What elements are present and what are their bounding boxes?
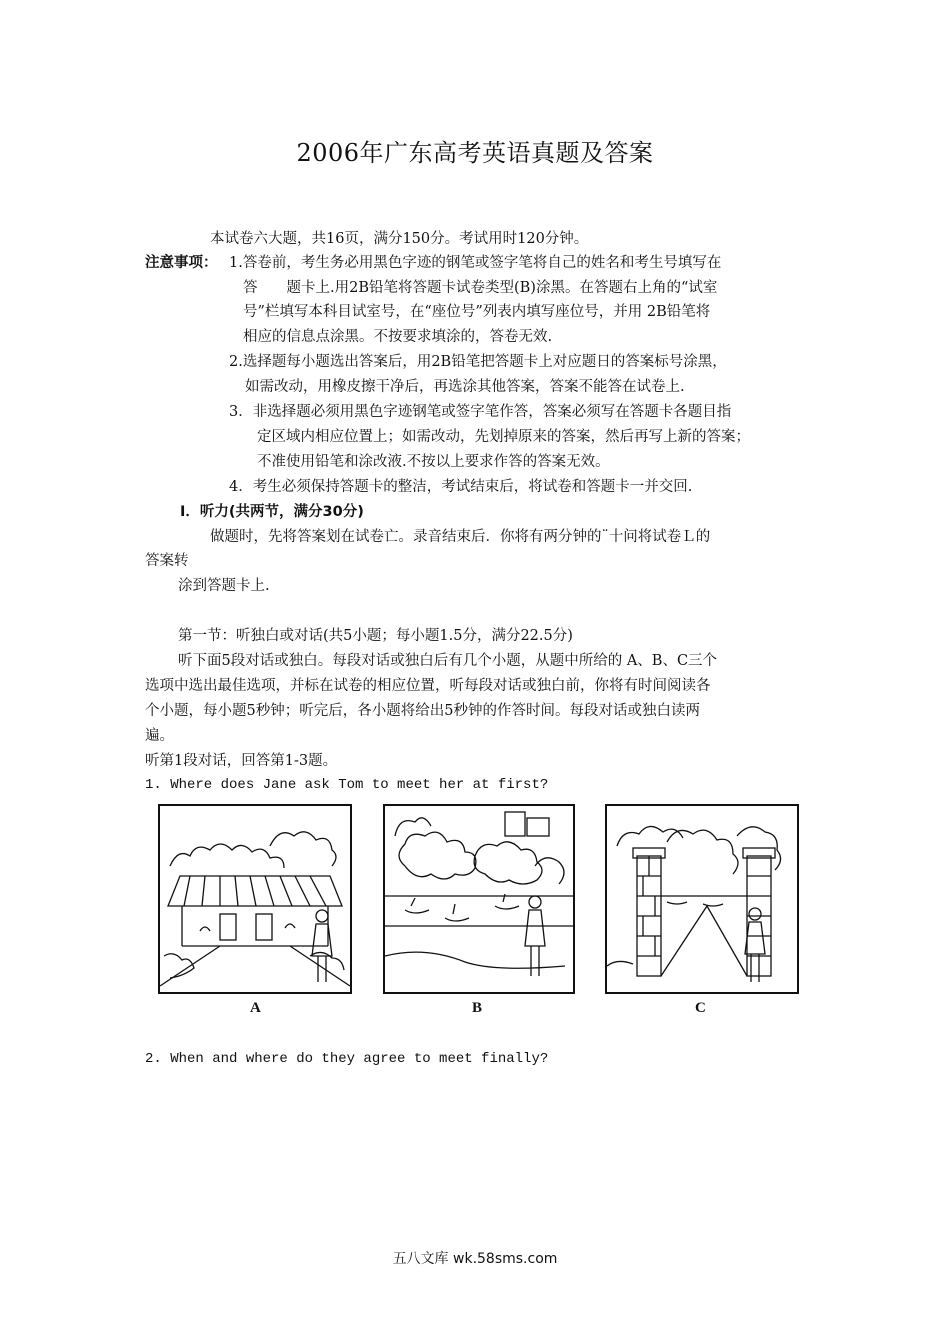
notice-3-line-1: 3．非选择题必须用黑色字迹钢笔或签字笔作答，答案必须写在答题卡各题目指 xyxy=(229,404,732,420)
option-a-label: A xyxy=(250,1000,261,1016)
notice-2-line-2: 如需改动，用橡皮擦干净后，再选涂其他答案，答案不能答在试卷上. xyxy=(245,379,685,395)
part1-desc-line-2: 选项中选出最佳选项，并标在试卷的相应位置，听每段对话或独白前，你将有时间阅读各 xyxy=(145,678,711,694)
page-footer: 五八文库 wk.58sms.com xyxy=(392,1251,558,1267)
option-b-picture xyxy=(383,804,575,994)
page-title: 2006年广东高考英语真题及答案 xyxy=(296,139,654,167)
notice-1-line-3: 号”栏填写本科目试室号，在“座位号”列表内填写座位号，并用 2B铅笔将 xyxy=(243,304,711,320)
listening-intro-line-1: 做题时，先将答案划在试卷亡。录音结束后．你将有两分钟的¨十问将试卷Ｌ的 xyxy=(210,529,711,545)
option-c-picture xyxy=(605,804,799,994)
notice-1-line-1: 1.答卷前，考生务必用黑色字迹的钢笔或签字笔将自己的姓名和考生号填写在 xyxy=(229,255,722,271)
notice-3-line-2: 定区域内相应位置上；如需改动，先划掉原来的答案，然后再写上新的答案； xyxy=(257,429,750,445)
lake-illustration xyxy=(385,806,573,992)
notice-4: 4．考生必须保持答题卡的整洁，考试结束后，将试卷和答题卡一并交回. xyxy=(229,479,693,495)
part1-heading: 第一节：听独白或对话(共5小题；每小题1.5分，满分22.5分) xyxy=(178,628,573,644)
option-c-label: C xyxy=(695,1000,706,1016)
part1-desc-line-4: 遍。 xyxy=(145,728,174,744)
dialogue1-prompt: 听第1段对话，回答第1-3题。 xyxy=(145,753,338,769)
notice-1-line-4: 相应的信息点涂黑。不按要求填涂的，答卷无效. xyxy=(243,329,553,345)
cafe-illustration xyxy=(160,806,350,992)
part1-desc-line-3: 个小题，每小题5秒钟；听完后，各小题将给出5秒钟的作答时间。每段对话或独白读两 xyxy=(145,703,700,719)
listening-intro-line-2: 答案转 xyxy=(145,553,189,569)
notice-3-line-3: 不准使用铅笔和涂改液.不按以上要求作答的答案无效。 xyxy=(257,454,610,470)
question-2: 2. When and where do they agree to meet finally? xyxy=(145,1051,549,1067)
notice-2-line-1: 2.选择题每小题选出答案后，用2B铅笔把答题卡上对应题日的答案标号涂黑， xyxy=(229,354,727,370)
section-heading: Ⅰ．听力(共两节，满分30分) xyxy=(180,504,364,520)
part1-desc-line-1: 听下面5段对话或独白。每段对话或独白后有几个小题，从题中所给的 A、B、C三个 xyxy=(178,653,718,669)
park-gate-illustration xyxy=(607,806,797,992)
listening-intro-line-3: 涂到答题卡上. xyxy=(178,578,270,594)
option-b-label: B xyxy=(472,1000,483,1016)
question-1: 1. Where does Jane ask Tom to meet her at first? xyxy=(145,777,549,793)
option-a-picture xyxy=(158,804,352,994)
notice-label: 注意事项： xyxy=(145,255,218,271)
notice-1-line-2: 答 题卡上.用2B铅笔将答题卡试卷类型(B)涂黑。在答题右上角的“试室 xyxy=(243,280,718,296)
exam-intro: 本试卷六大题，共16页，满分150分。考试用时120分钟。 xyxy=(210,231,589,247)
